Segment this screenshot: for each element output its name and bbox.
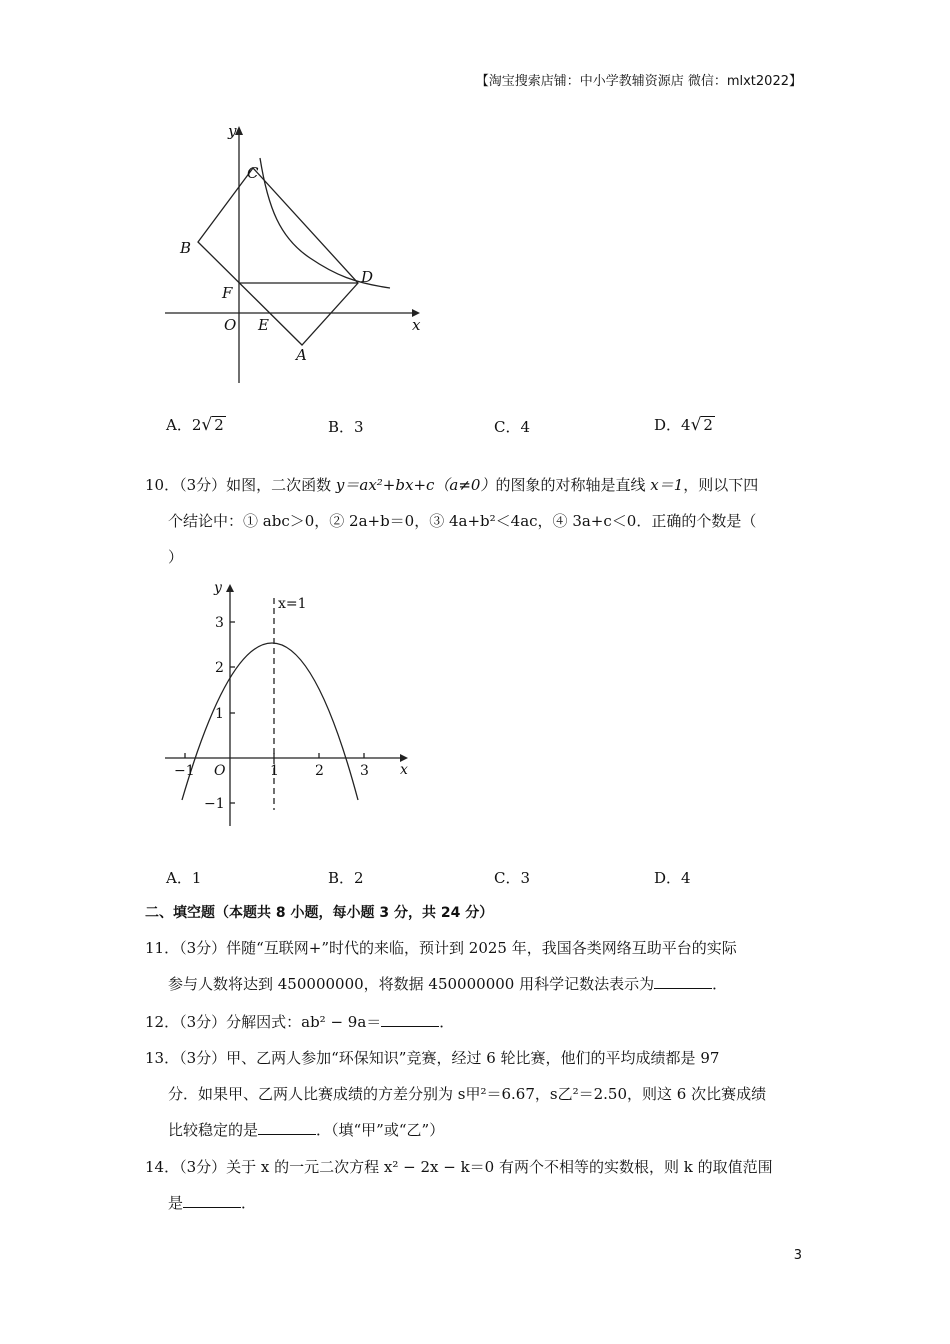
q11-line1: 11．（3分）伴随“互联网+”时代的来临，预计到 2025 年，我国各类网络互助平台的实际 [145,939,737,957]
q9-option-d: D．4√ 2 [654,415,713,435]
x-tick-3: 3 [360,763,369,779]
label-a: A [296,346,307,364]
y-tick-2: 2 [215,660,224,676]
x-tick-2: 2 [315,763,324,779]
label-e: E [258,316,269,334]
section-title: 二、填空题（本题共 8 小题，每小题 3 分，共 24 分） [145,905,494,921]
y-tick-1: 1 [215,706,224,722]
x-tick-neg1: −1 [174,763,195,779]
q12-blank[interactable] [381,1012,439,1027]
label-x: x [412,316,421,334]
q9-option-c: C．4 [494,418,531,436]
q13-blank[interactable] [258,1120,316,1135]
x-label: x [400,762,408,778]
q14-line2: 是 ． [168,1194,257,1212]
q10-line2: 个结论中：① abc＞0，② 2a+b＝0，③ 4a+b²＜4ac，④ 3a+c＜0．正确的个数是（ [168,512,757,530]
square-abcd [198,168,358,345]
y-tick-neg1: −1 [204,796,225,812]
x-tick-1: 1 [270,763,279,779]
origin-label: O [214,763,226,779]
q10-option-b: B．2 [328,869,364,887]
label-o: O [224,316,237,334]
q10-line3: ） [168,548,184,566]
q10-parabola-figure [160,578,420,830]
q9-option-a: A．2√ 2 [166,415,224,435]
q13-line1: 13．（3分）甲、乙两人参加“环保知识”竞赛，经过 6 轮比赛，他们的平均成绩都是 97 [145,1049,720,1067]
y-label: y [214,580,222,596]
q10-option-c: C．3 [494,869,531,887]
q14-line1: 14．（3分）关于 x 的一元二次方程 x² − 2x − k＝0 有两个不相等的实数根，则 k 的取值范围 [145,1158,773,1176]
q10-option-d: D．4 [654,869,691,887]
page-header: 【淘宝搜索店铺：中小学教辅资源店 微信：mlxt2022】 [475,74,802,89]
page-number: 3 [793,1248,802,1263]
label-y: y [228,122,237,140]
q13-line2: 分．如果甲、乙两人比赛成绩的方差分别为 s甲²＝6.67，s乙²＝2.50，则这 6 次比赛成绩 [168,1085,767,1103]
label-f: F [222,284,233,302]
q14-blank[interactable] [183,1193,241,1208]
label-d: D [361,268,374,286]
axis-label: x=1 [278,596,307,612]
q11-line2: 参与人数将达到 450000000，将数据 450000000 用科学记数法表示为 ． [168,975,728,993]
q13-line3: 比较稳定的是 ．（填“甲”或“乙”） [168,1121,445,1139]
q12-line: 12．（3分）分解因式：ab² − 9a＝ ． [145,1013,455,1031]
q10-option-a: A．1 [166,869,202,887]
q10-line1: 10．（3分）如图，二次函数 y＝ax²+bx+c（a≠0）的图象的对称轴是直线 x＝1，则以下四 [145,476,759,494]
q9-option-b: B．3 [328,418,364,436]
label-b: B [180,239,192,257]
y-tick-3: 3 [215,615,224,631]
q9-figure [150,118,440,393]
label-c: C [247,164,259,182]
q11-blank[interactable] [654,974,712,989]
